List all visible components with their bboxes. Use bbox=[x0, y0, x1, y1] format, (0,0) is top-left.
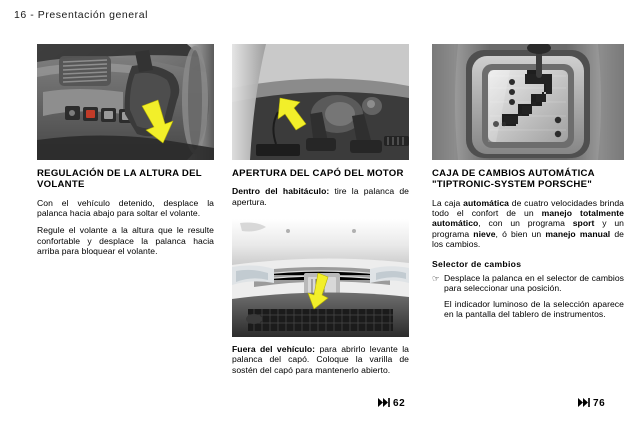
car-front-hood-photo bbox=[232, 219, 409, 337]
page-ref-76-value: 76 bbox=[593, 398, 606, 409]
paragraph-2-1-bold: Dentro del habitáculo: bbox=[232, 186, 330, 197]
run-9: manejo manual bbox=[545, 228, 611, 239]
section-title-2: APERTURA DEL CAPÓ DEL MOTOR bbox=[232, 168, 404, 179]
run-1: automática bbox=[463, 197, 510, 208]
paragraph-2-2-rest: para abrirlo levante la palanca del capó. Coloque la varilla de sostén del capó para mantenerlo abierto. bbox=[232, 344, 409, 375]
hood-release-lever-photo bbox=[232, 44, 409, 160]
steering-wheel-adjustment-photo bbox=[37, 44, 214, 160]
photo-2-graphic bbox=[232, 44, 409, 160]
fast-forward-icon bbox=[578, 398, 590, 409]
subheading-selector-de-cambios: Selector de cambios bbox=[432, 259, 522, 270]
fast-forward-icon bbox=[378, 398, 390, 409]
photo-4-graphic bbox=[432, 44, 624, 160]
paragraph-2-2 bbox=[232, 344, 409, 375]
content-columns bbox=[0, 44, 638, 384]
yellow-arrow-down bbox=[308, 273, 328, 309]
run-6: y un programa bbox=[432, 218, 624, 239]
paragraph-1-2: Regule el volante a la altura que le resulte confortable y desplace la palanca hacia arriba para bloquear el volante. bbox=[37, 225, 214, 256]
section-title-3: CAJA DE CAMBIOS AUTOMÁTICA "TIPTRONIC-SYSTEM PORSCHE" bbox=[432, 168, 595, 191]
run-5: sport bbox=[572, 218, 595, 229]
run-8: , ó bien un bbox=[495, 228, 546, 239]
gear-position-markers bbox=[493, 79, 561, 137]
run-4: , con un programa bbox=[478, 218, 573, 229]
photo-1-graphic bbox=[37, 44, 214, 160]
page-ref-62[interactable] bbox=[378, 398, 405, 409]
dashboard-switches bbox=[65, 106, 134, 123]
bullet-item bbox=[432, 273, 624, 294]
section-title-1: REGULACIÓN DE LA ALTURA DEL VOLANTE bbox=[37, 168, 202, 191]
pointing-hand-icon: ☞ bbox=[432, 273, 440, 284]
column-3 bbox=[432, 44, 624, 328]
paragraph-2-1 bbox=[232, 186, 409, 207]
paragraph-2-2-bold: Fuera del vehículo: bbox=[232, 344, 316, 354]
page-ref-76[interactable] bbox=[578, 398, 605, 409]
run-2: de cuatro velocidades brinda todo el confort de un bbox=[432, 197, 625, 219]
run-10: de los cambios. bbox=[432, 228, 625, 249]
yellow-arrow-down-right bbox=[142, 100, 173, 143]
paragraph-2-1-rest: tire la palanca de apertura. bbox=[232, 186, 409, 207]
yellow-arrow-up-left bbox=[278, 98, 306, 130]
page-header: 16 - Presentación general bbox=[14, 9, 148, 21]
bullet-followup-text: El indicador luminoso de la selección aparece en la pantalla del tablero de instrumentos. bbox=[444, 299, 624, 320]
photo-3-graphic bbox=[232, 219, 409, 337]
column-1 bbox=[37, 44, 214, 256]
paragraph-1-1: Con el vehículo detenido, desplace la palanca hacia abajo para soltar el volante. bbox=[37, 197, 214, 219]
tiptronic-gear-selector-photo bbox=[432, 44, 624, 160]
run-7: nieve bbox=[473, 228, 496, 239]
run-3: manejo totalmente automático bbox=[432, 208, 624, 229]
bullet-item-text: Desplace la palanca en el selector de cambios para seleccionar una posición. bbox=[444, 272, 624, 293]
run-0: La caja bbox=[432, 197, 464, 208]
column-2 bbox=[232, 44, 409, 375]
gear-gate-slot bbox=[502, 70, 552, 126]
paragraph-3-intro bbox=[432, 198, 624, 249]
page-ref-62-value: 62 bbox=[393, 398, 406, 409]
